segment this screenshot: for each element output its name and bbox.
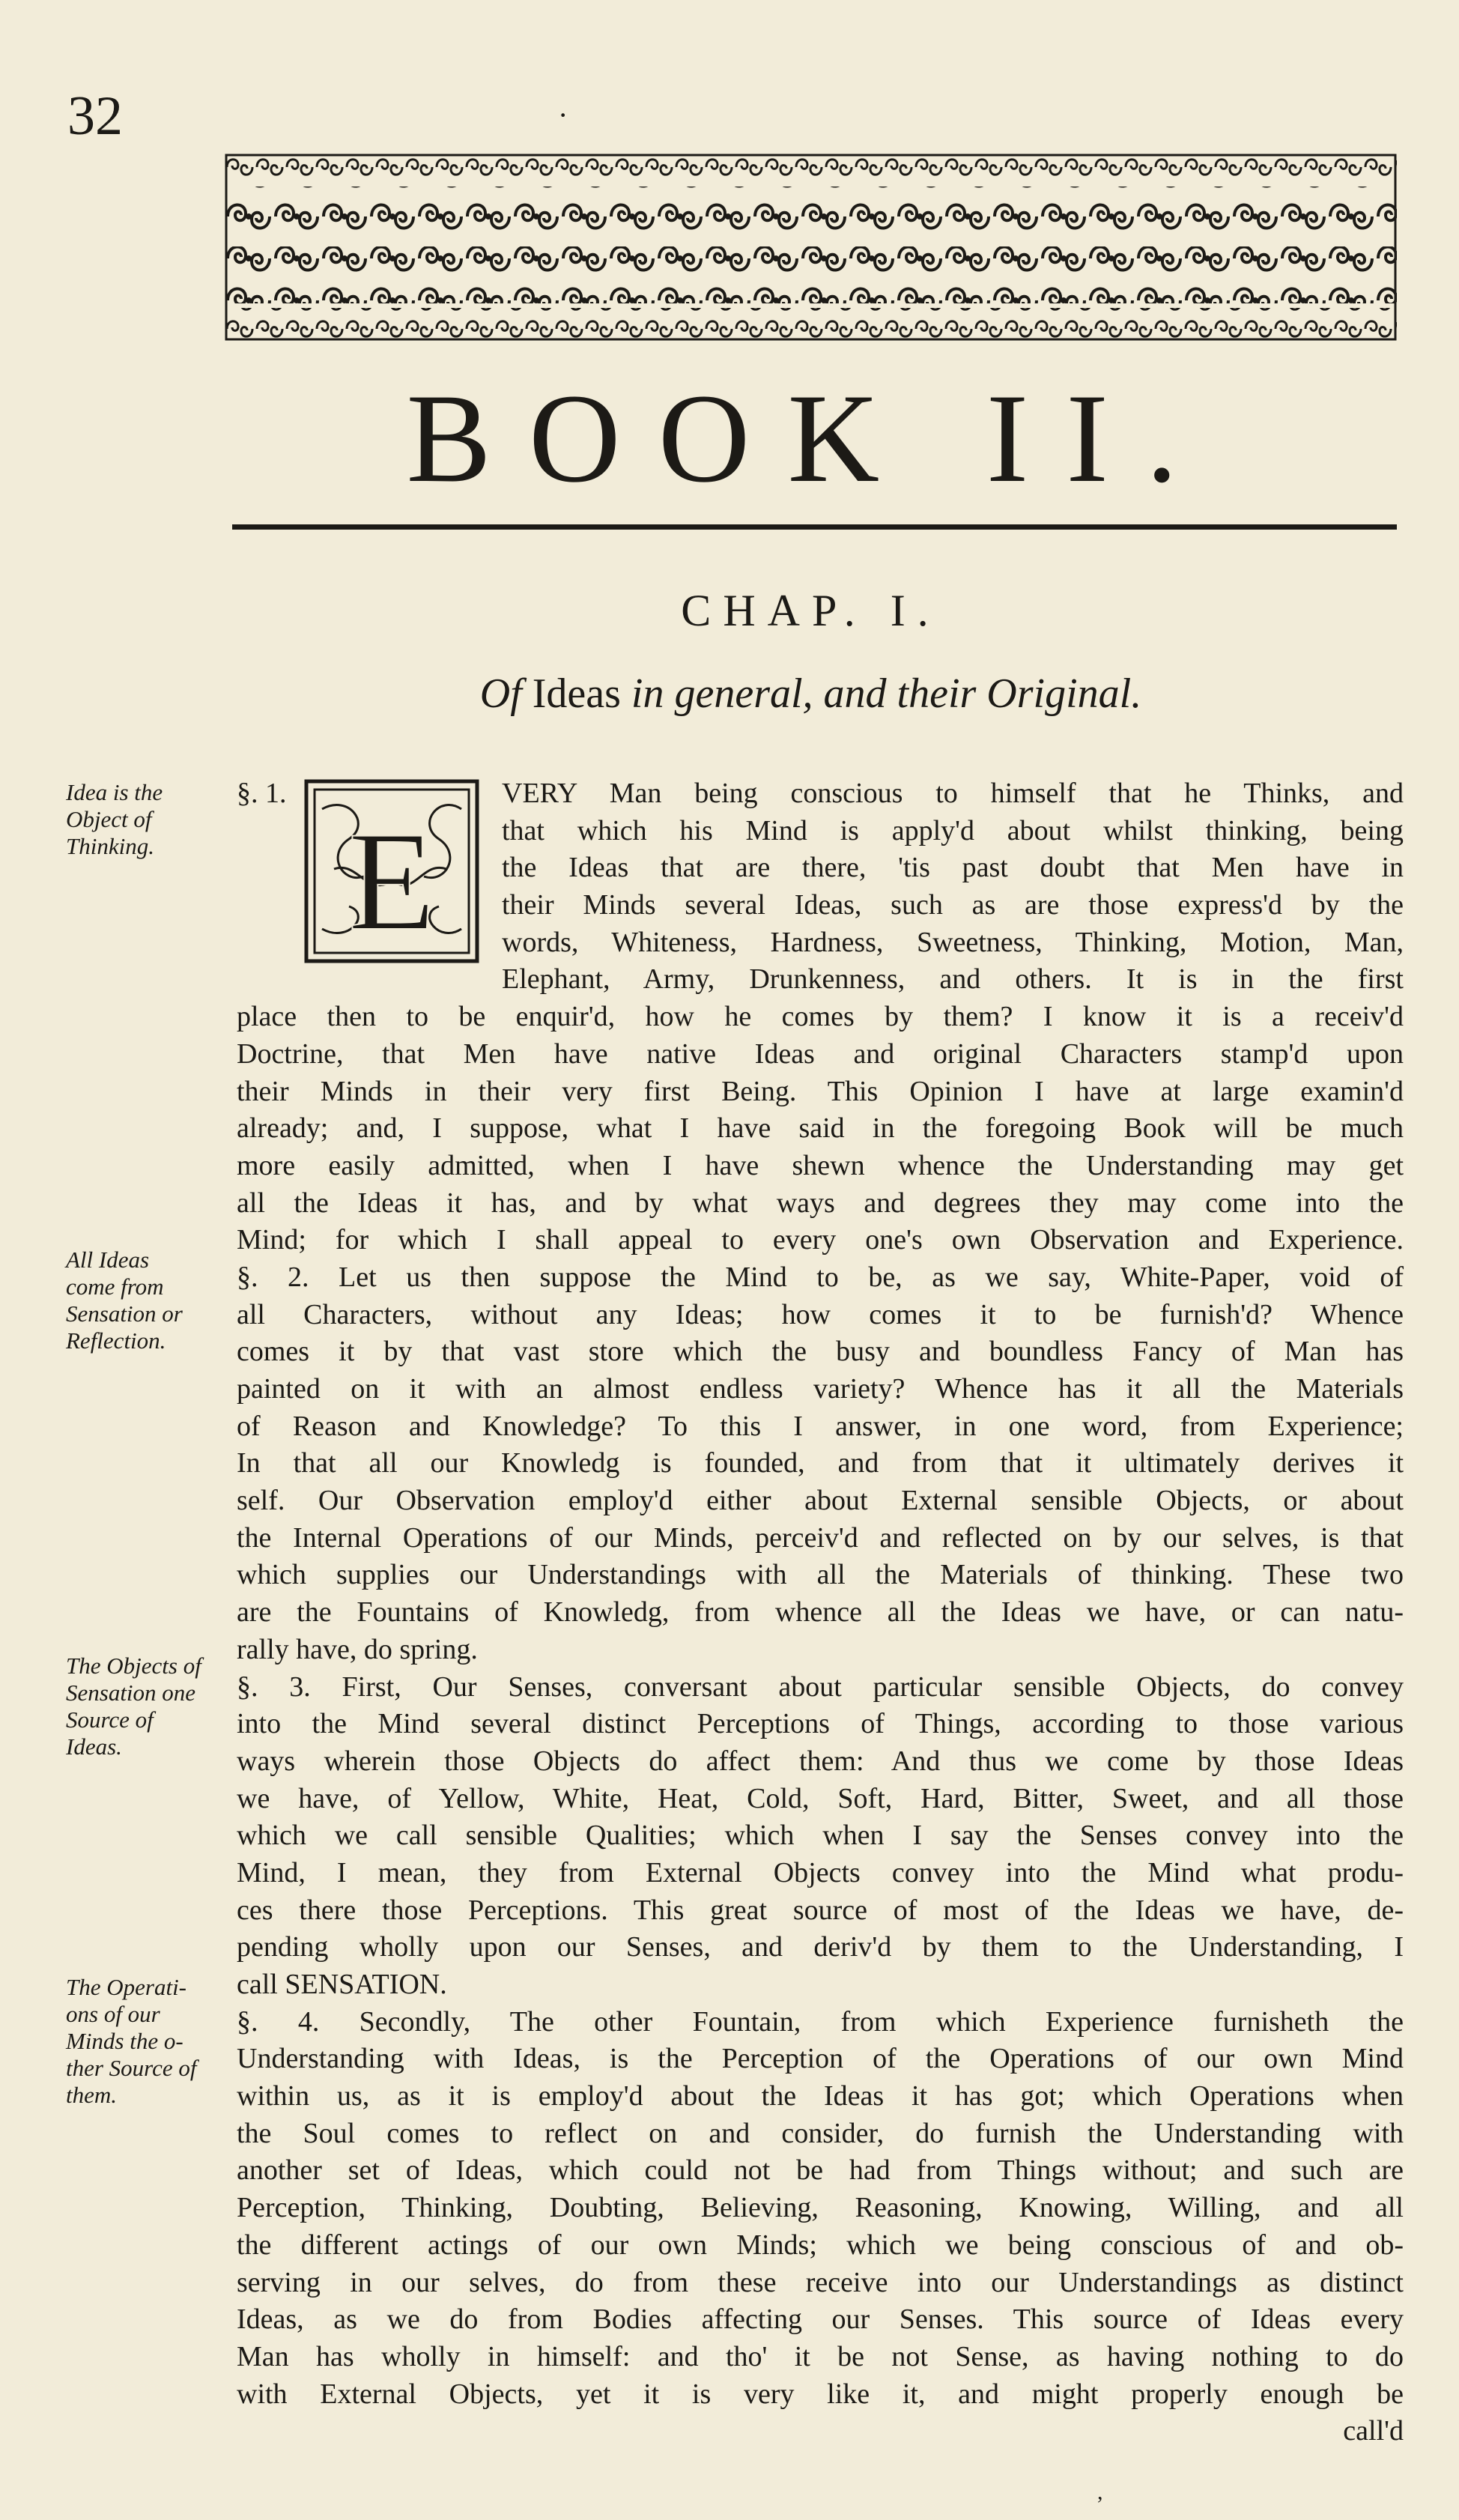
text-line: §. 2. Let us then suppose the Mind to be, as we say, White-Paper, void of (237, 1261, 1404, 1293)
text-line: which we call sensible Qualities; which when I say the Senses convey into the (237, 1820, 1404, 1852)
subtitle-of: Of (479, 670, 522, 717)
text-line: all the Ideas it has, and by what ways and degrees they may come into the (237, 1187, 1404, 1219)
margin-note-line: Thinking. (66, 833, 154, 859)
text-line: already; and, I suppose, what I have said in the foregoing Book will be much (237, 1112, 1404, 1145)
margin-note-line: them. (66, 2082, 118, 2108)
margin-note-line: Object of (66, 806, 152, 832)
drop-cap-letter: E (348, 803, 436, 960)
text-line: rally have, do spring. (237, 1633, 478, 1665)
margin-note-line: All Ideas (66, 1247, 150, 1273)
margin-note-line: Reflection. (66, 1327, 166, 1354)
body-text (237, 775, 1404, 2450)
margin-note-line: Sensation or (66, 1300, 183, 1327)
text-line: their Minds several Ideas, such as are those express'd by the (502, 889, 1404, 921)
margin-note-4 (66, 1974, 229, 2109)
text-line: the Internal Operations of our Minds, perceiv'd and reflected on by our selves, is that (237, 1521, 1404, 1554)
subtitle-rest: in general, and their Original. (631, 670, 1142, 717)
text-line: place then to be enquir'd, how he comes by them? I know it is a receiv'd (237, 1001, 1404, 1033)
text-line: Doctrine, that Men have native Ideas and original Characters stamp'd upon (237, 1038, 1404, 1070)
ornamental-headpiece (225, 154, 1397, 341)
text-line: words, Whiteness, Hardness, Sweetness, Thinking, Motion, Man, (502, 926, 1404, 958)
margin-note-line: Source of (66, 1706, 154, 1733)
signature-mark: , (1097, 2480, 1103, 2504)
title-rule (232, 524, 1397, 530)
chapter-subtitle (225, 670, 1397, 717)
margin-note-line: ther Source of (66, 2055, 197, 2081)
text-line: Perception, Thinking, Doubting, Believing, Reasoning, Knowing, Willing, and all (237, 2192, 1404, 2224)
text-line: all Characters, without any Ideas; how comes it to be furnish'd? Whence (237, 1298, 1404, 1330)
margin-note-line: Idea is the (66, 779, 163, 805)
text-line: within us, as it is employ'd about the Ideas it has got; which Operations when (237, 2080, 1404, 2112)
text-line: serving in our selves, do from these receive into our Understandings as distinct (237, 2266, 1404, 2298)
text-line: Ideas, as we do from Bodies affecting our Senses. This source of Ideas every (237, 2304, 1404, 2336)
text-line: Understanding with Ideas, is the Perception of the Operations of our own Mind (237, 2043, 1404, 2075)
text-line: self. Our Observation employ'd either about External sensible Objects, or about (237, 1485, 1404, 1517)
section-mark-1: §. 1. (237, 778, 287, 809)
margin-note-line: The Operati- (66, 1974, 187, 2000)
text-line: their Minds in their very first Being. This Opinion I have at large examin'd (237, 1075, 1404, 1107)
margin-note-2 (66, 1247, 229, 1354)
margin-note-line: Sensation one (66, 1680, 196, 1706)
text-line: call SENSATION. (237, 1969, 447, 2000)
text-line: ces there those Perceptions. This great source of most of the Ideas we have, de- (237, 1894, 1404, 1926)
margin-note-1 (66, 779, 229, 860)
text-line: Elephant, Army, Drunkenness, and others. It is in the first (502, 963, 1404, 996)
text-line: the different actings of our own Minds; which we being conscious of and ob- (237, 2229, 1404, 2261)
text-line: comes it by that vast store which the busy and boundless Fancy of Man has (237, 1336, 1404, 1368)
text-line: are the Fountains of Knowledg, from whence all the Ideas we have, or can natu- (237, 1596, 1404, 1629)
text-line: pending wholly upon our Senses, and deriv'd by them to the Understanding, I (237, 1931, 1404, 1963)
text-line: In that all our Knowledg is founded, and from that it ultimately derives it (237, 1447, 1404, 1479)
text-line: painted on it with an almost endless variety? Whence has it all the Materials (237, 1373, 1404, 1405)
book-title: BOOK II. (406, 368, 1216, 509)
text-line: into the Mind several distinct Perceptions of Things, according to those various (237, 1708, 1404, 1740)
text-line: we have, of Yellow, White, Heat, Cold, Soft, Hard, Bitter, Sweet, and all those (237, 1782, 1404, 1814)
text-line: Mind; for which I shall appeal to every one's own Observation and Experience. (237, 1224, 1404, 1256)
chapter-title: CHAP. I. (681, 586, 941, 635)
page-number: 32 (67, 85, 123, 147)
margin-note-line: ons of our (66, 2001, 160, 2027)
text-line: VERY Man being conscious to himself that he Thinks, and (502, 778, 1404, 809)
page-dot-mark: · (558, 98, 568, 132)
text-line: the Soul comes to reflect on and consider, do furnish the Understanding with (237, 2117, 1404, 2149)
margin-note-line: come from (66, 1273, 164, 1300)
catchword: call'd (1343, 2415, 1404, 2447)
margin-note-line: Minds the o- (66, 2028, 183, 2054)
margin-note-line: The Objects of (66, 1653, 201, 1679)
margin-note-line: Ideas. (66, 1733, 122, 1760)
text-line: Man has wholly in himself: and tho' it be not Sense, as having nothing to do (237, 2340, 1404, 2372)
text-line: with External Objects, yet it is very like it, and might properly enough be (237, 2378, 1404, 2410)
margin-note-3 (66, 1653, 229, 1760)
subtitle-ideas: Ideas (521, 670, 631, 717)
text-line: that which his Mind is apply'd about whilst thinking, being (502, 814, 1404, 846)
text-line: of Reason and Knowledge? To this I answer, in one word, from Experience; (237, 1410, 1404, 1442)
text-line: another set of Ideas, which could not be had from Things without; and such are (237, 2154, 1404, 2187)
text-line: Mind, I mean, they from External Objects convey into the Mind what produ- (237, 1856, 1404, 1889)
text-line: §. 3. First, Our Senses, conversant about particular sensible Objects, do convey (237, 1671, 1404, 1703)
text-line: the Ideas that are there, 'tis past doubt that Men have in (502, 852, 1404, 884)
text-line: §. 4. Secondly, The other Fountain, from which Experience furnisheth the (237, 2005, 1404, 2038)
text-line: which supplies our Understandings with all the Materials of thinking. These two (237, 1559, 1404, 1591)
text-line: more easily admitted, when I have shewn whence the Understanding may get (237, 1149, 1404, 1181)
text-line: ways wherein those Objects do affect them: And thus we come by those Ideas (237, 1745, 1404, 1777)
